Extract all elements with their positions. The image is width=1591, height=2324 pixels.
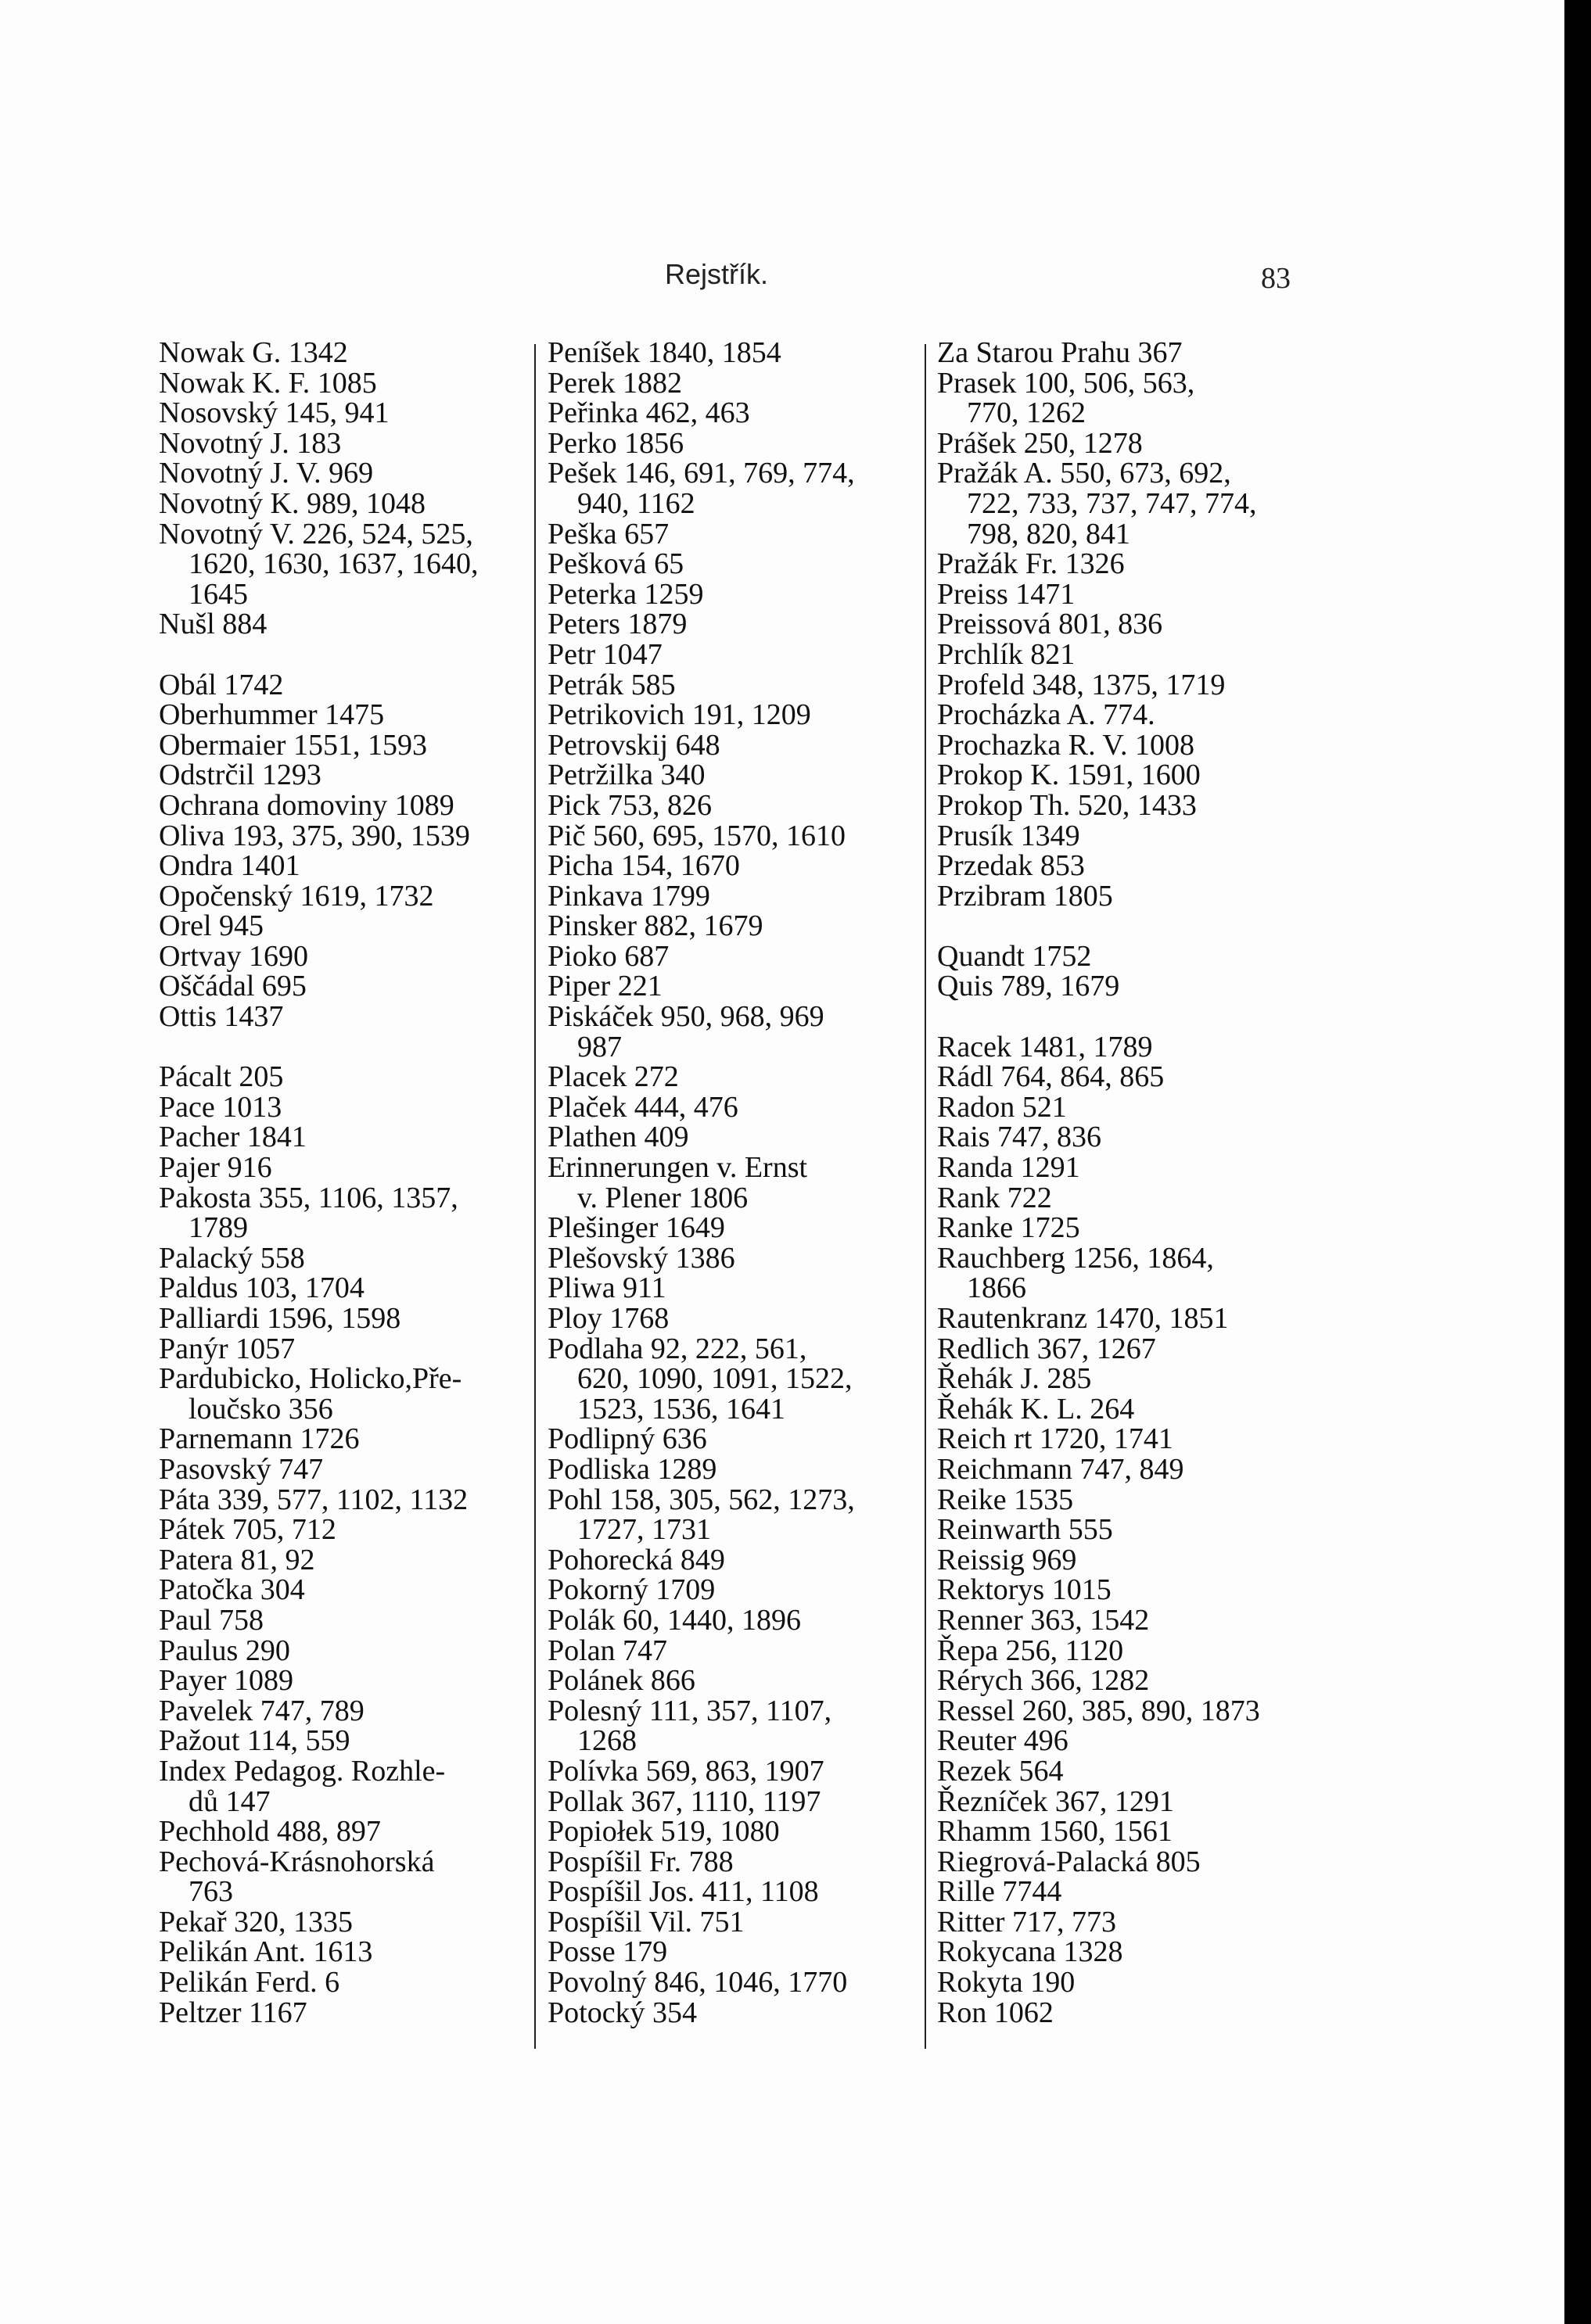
index-entry: Plaček 444, 476 xyxy=(548,1090,738,1124)
index-entry: Quandt 1752 xyxy=(937,939,1092,973)
section-gap xyxy=(937,911,1313,941)
page-header xyxy=(156,258,1306,297)
index-entry: Pelikán Ant. 1613 xyxy=(159,1935,373,1969)
index-entry: Palacký 558 xyxy=(159,1241,305,1275)
index-entry: Quis 789, 1679 xyxy=(937,970,1120,1003)
index-entry: Obermaier 1551, 1593 xyxy=(159,728,427,762)
index-entry: Paul 758 xyxy=(159,1603,264,1637)
index-entry: Pick 753, 826 xyxy=(548,788,713,822)
index-entry: Reinwarth 555 xyxy=(937,1513,1113,1547)
index-entry: Pič 560, 695, 1570, 1610 xyxy=(548,819,846,852)
index-entry: Profeld 348, 1375, 1719 xyxy=(937,668,1226,701)
index-entry: Preissová 801, 836 xyxy=(937,608,1163,641)
index-entry: Petrikovich 191, 1209 xyxy=(548,698,811,732)
column-divider xyxy=(925,344,926,2049)
index-entry: Pliwa 911 xyxy=(548,1271,666,1305)
index-entry: Rille 7744 xyxy=(937,1875,1062,1909)
index-entry: Pelikán Ferd. 6 xyxy=(159,1966,340,1999)
index-entry: Pavelek 747, 789 xyxy=(159,1694,365,1727)
index-entry: 1789 xyxy=(189,1211,248,1245)
index-entry: Pajer 916 xyxy=(159,1151,272,1185)
index-entry: Index Pedagog. Rozhle- xyxy=(159,1754,446,1788)
index-entry: Orel 945 xyxy=(159,909,264,943)
index-entry: Pospíšil Fr. 788 xyxy=(548,1845,734,1878)
index-entry: Páta 339, 577, 1102, 1132 xyxy=(159,1483,469,1516)
index-entry: Podlaha 92, 222, 561, xyxy=(548,1332,807,1365)
index-entry: 1645 xyxy=(189,577,248,611)
index-entry: Pohl 158, 305, 562, 1273, xyxy=(548,1483,855,1516)
index-entry: Ondra 1401 xyxy=(159,849,300,883)
index-entry: dů 147 xyxy=(189,1784,271,1818)
index-entry: Rauchberg 1256, 1864, xyxy=(937,1241,1214,1275)
index-entry: Pažout 114, 559 xyxy=(159,1724,350,1758)
index-entry: Polesný 111, 357, 1107, xyxy=(548,1694,832,1727)
index-entry: Redlich 367, 1267 xyxy=(937,1332,1156,1365)
index-entry: Plešovský 1386 xyxy=(548,1241,735,1275)
index-entry: Pollak 367, 1110, 1197 xyxy=(548,1784,821,1818)
index-entry: Oberhummer 1475 xyxy=(159,698,385,732)
index-entry: Peterka 1259 xyxy=(548,577,704,611)
index-entry: Paulus 290 xyxy=(159,1634,290,1667)
index-entry: Plešinger 1649 xyxy=(548,1211,725,1245)
index-entry: Rokyta 190 xyxy=(937,1966,1076,1999)
section-gap xyxy=(159,640,526,670)
index-entry: Petržilka 340 xyxy=(548,759,706,792)
index-entry: Pátek 705, 712 xyxy=(159,1513,336,1547)
index-entry: Pioko 687 xyxy=(548,939,670,973)
index-entry: Pekař 320, 1335 xyxy=(159,1905,354,1938)
index-entry: Polák 60, 1440, 1896 xyxy=(548,1603,802,1637)
index-entry: Pacher 1841 xyxy=(159,1121,307,1154)
index-entry: Prchlík 821 xyxy=(937,637,1076,671)
index-entry: Plathen 409 xyxy=(548,1121,689,1154)
index-entry: Posse 179 xyxy=(548,1935,668,1969)
index-column-1 xyxy=(159,338,526,2028)
index-entry: Novotný J. V. 969 xyxy=(159,457,374,490)
index-entry: Ochrana domoviny 1089 xyxy=(159,788,454,822)
index-entry: 722, 733, 737, 747, 774, xyxy=(967,486,1257,520)
index-entry: Prusík 1349 xyxy=(937,819,1080,852)
index-entry: Prokop Th. 520, 1433 xyxy=(937,788,1197,822)
index-entry: Pinkava 1799 xyxy=(548,879,710,913)
index-entry: Obál 1742 xyxy=(159,668,284,701)
index-entry: 1523, 1536, 1641 xyxy=(577,1392,785,1426)
index-entry: Rektorys 1015 xyxy=(937,1573,1112,1607)
index-entry: Pohorecká 849 xyxy=(548,1543,725,1576)
index-entry: Za Starou Prahu 367 xyxy=(937,336,1183,369)
index-entry: Rautenkranz 1470, 1851 xyxy=(937,1302,1229,1335)
index-entry: Nowak G. 1342 xyxy=(159,336,348,369)
index-entry: Potocký 354 xyxy=(548,1996,698,2029)
section-gap xyxy=(159,1032,526,1063)
index-entry: Řehák K. L. 264 xyxy=(937,1392,1135,1426)
index-entry: Reuter 496 xyxy=(937,1724,1068,1758)
page-title: Rejstřík. xyxy=(665,258,769,290)
index-entry: Opočenský 1619, 1732 xyxy=(159,879,434,913)
index-entry: 1620, 1630, 1637, 1640, xyxy=(189,547,479,581)
index-entry: 940, 1162 xyxy=(577,486,695,520)
index-entry: Piskáček 950, 968, 969 xyxy=(548,1000,824,1034)
index-entry: Pospíšil Jos. 411, 1108 xyxy=(548,1875,819,1909)
index-entry: Pácalt 205 xyxy=(159,1060,284,1094)
index-entry: Řehák J. 285 xyxy=(937,1362,1092,1396)
index-entry: Pace 1013 xyxy=(159,1090,282,1124)
index-entry: Ron 1062 xyxy=(937,1996,1054,2029)
index-entry: Peška 657 xyxy=(548,517,670,551)
index-entry: Novotný V. 226, 524, 525, xyxy=(159,517,473,551)
index-entry: 1268 xyxy=(577,1724,637,1758)
index-entry: Patočka 304 xyxy=(159,1573,305,1607)
index-entry: Nušl 884 xyxy=(159,608,268,641)
index-entry: Riegrová-Palacká 805 xyxy=(937,1845,1201,1878)
index-entry: Pechhold 488, 897 xyxy=(159,1815,381,1849)
index-entry: Rokycana 1328 xyxy=(937,1935,1123,1969)
index-entry: Peltzer 1167 xyxy=(159,1996,307,2029)
index-entry: 770, 1262 xyxy=(967,396,1086,430)
index-entry: Payer 1089 xyxy=(159,1664,294,1698)
index-entry: Przibram 1805 xyxy=(937,879,1113,913)
index-entry: 1866 xyxy=(967,1271,1026,1305)
index-entry: Picha 154, 1670 xyxy=(548,849,740,883)
index-entry: Novotný J. 183 xyxy=(159,426,342,460)
index-entry: Paldus 103, 1704 xyxy=(159,1271,365,1305)
index-entry: Popiołek 519, 1080 xyxy=(548,1815,780,1849)
index-entry: Radon 521 xyxy=(937,1090,1067,1124)
index-entry: v. Plener 1806 xyxy=(577,1181,749,1214)
index-entry: Palliardi 1596, 1598 xyxy=(159,1302,401,1335)
index-entry: Oščádal 695 xyxy=(159,970,307,1003)
index-entry: Rhamm 1560, 1561 xyxy=(937,1815,1173,1849)
index-entry: Perko 1856 xyxy=(548,426,684,460)
index-entry: Parnemann 1726 xyxy=(159,1422,360,1456)
index-entry: Rérych 366, 1282 xyxy=(937,1664,1150,1698)
index-entry: Przedak 853 xyxy=(937,849,1085,883)
index-entry: Peřinka 462, 463 xyxy=(548,396,750,430)
index-entry: Polívka 569, 863, 1907 xyxy=(548,1754,824,1788)
index-entry: Rádl 764, 864, 865 xyxy=(937,1060,1165,1094)
index-entry: Pardubicko, Holicko,Pře- xyxy=(159,1362,462,1396)
index-entry: Peters 1879 xyxy=(548,608,688,641)
index-entry: Podlipný 636 xyxy=(548,1422,707,1456)
index-entry: Panýr 1057 xyxy=(159,1332,296,1365)
index-entry: Odstrčil 1293 xyxy=(159,759,321,792)
index-entry: Nosovský 145, 941 xyxy=(159,396,390,430)
index-entry: Pešek 146, 691, 769, 774, xyxy=(548,457,855,490)
index-entry: Ranke 1725 xyxy=(937,1211,1080,1245)
index-entry: Procházka A. 774. xyxy=(937,698,1155,732)
index-entry: 763 xyxy=(189,1875,233,1909)
index-entry: Pešková 65 xyxy=(548,547,684,581)
index-entry: Petrovskij 648 xyxy=(548,728,720,762)
index-entry: Řepa 256, 1120 xyxy=(937,1634,1124,1667)
index-entry: Piper 221 xyxy=(548,970,663,1003)
index-entry: Prochazka R. V. 1008 xyxy=(937,728,1194,762)
index-entry: Renner 363, 1542 xyxy=(937,1603,1150,1637)
index-entry: Reichmann 747, 849 xyxy=(937,1452,1184,1486)
index-entry: Ressel 260, 385, 890, 1873 xyxy=(937,1694,1260,1727)
index-entry: Řezníček 367, 1291 xyxy=(937,1784,1174,1818)
index-entry: Petrák 585 xyxy=(548,668,676,701)
index-entry: Pokorný 1709 xyxy=(548,1573,716,1607)
index-entry: Placek 272 xyxy=(548,1060,679,1094)
index-entry: 987 xyxy=(577,1030,622,1063)
index-entry: 1727, 1731 xyxy=(577,1513,711,1547)
index-entry: Povolný 846, 1046, 1770 xyxy=(548,1966,848,1999)
index-entry: Ploy 1768 xyxy=(548,1302,670,1335)
index-entry: Ortvay 1690 xyxy=(159,939,309,973)
index-entry: Erinnerungen v. Ernst xyxy=(548,1151,808,1185)
index-column-2 xyxy=(548,338,915,2028)
index-entry: Pospíšil Vil. 751 xyxy=(548,1905,745,1938)
index-column-3 xyxy=(937,338,1313,2028)
index-entry: Novotný K. 989, 1048 xyxy=(159,486,426,520)
index-entry: Ritter 717, 773 xyxy=(937,1905,1117,1938)
index-entry: Petr 1047 xyxy=(548,637,663,671)
index-entry: Pakosta 355, 1106, 1357, xyxy=(159,1181,458,1214)
index-entry: Nowak K. F. 1085 xyxy=(159,366,377,400)
index-entry: Rank 722 xyxy=(937,1181,1052,1214)
index-entry: Randa 1291 xyxy=(937,1151,1080,1185)
index-entry: Polánek 866 xyxy=(548,1664,695,1698)
index-entry: Polan 747 xyxy=(548,1634,668,1667)
index-entry: Perek 1882 xyxy=(548,366,683,400)
index-entry: loučsko 356 xyxy=(189,1392,333,1426)
index-entry: Reike 1535 xyxy=(937,1483,1074,1516)
index-entry: Prokop K. 1591, 1600 xyxy=(937,759,1201,792)
column-divider xyxy=(534,344,536,2049)
index-entry: Prasek 100, 506, 563, xyxy=(937,366,1195,400)
index-entry: Ottis 1437 xyxy=(159,1000,284,1034)
index-entry: Racek 1481, 1789 xyxy=(937,1030,1153,1063)
index-entry: 798, 820, 841 xyxy=(967,517,1130,551)
section-gap xyxy=(937,1002,1313,1032)
index-entry: Pražák A. 550, 673, 692, xyxy=(937,457,1231,490)
index-entry: Preiss 1471 xyxy=(937,577,1076,611)
index-entry: Pasovský 747 xyxy=(159,1452,324,1486)
index-entry: Reissig 969 xyxy=(937,1543,1077,1576)
index-entry: Rezek 564 xyxy=(937,1754,1064,1788)
index-entry: Pražák Fr. 1326 xyxy=(937,547,1125,581)
page-number: 83 xyxy=(1261,262,1291,295)
index-entry: Rais 747, 836 xyxy=(937,1121,1102,1154)
index-entry: Podliska 1289 xyxy=(548,1452,717,1486)
index-entry: Oliva 193, 375, 390, 1539 xyxy=(159,819,470,852)
index-entry: Prášek 250, 1278 xyxy=(937,426,1143,460)
index-entry: 620, 1090, 1091, 1522, xyxy=(577,1362,853,1396)
index-entry: Pinsker 882, 1679 xyxy=(548,909,763,943)
index-entry: Peníšek 1840, 1854 xyxy=(548,336,781,369)
index-entry: Patera 81, 92 xyxy=(159,1543,315,1576)
index-entry: Pechová-Krásnohorská xyxy=(159,1845,435,1878)
index-entry: Reich rt 1720, 1741 xyxy=(937,1422,1173,1456)
